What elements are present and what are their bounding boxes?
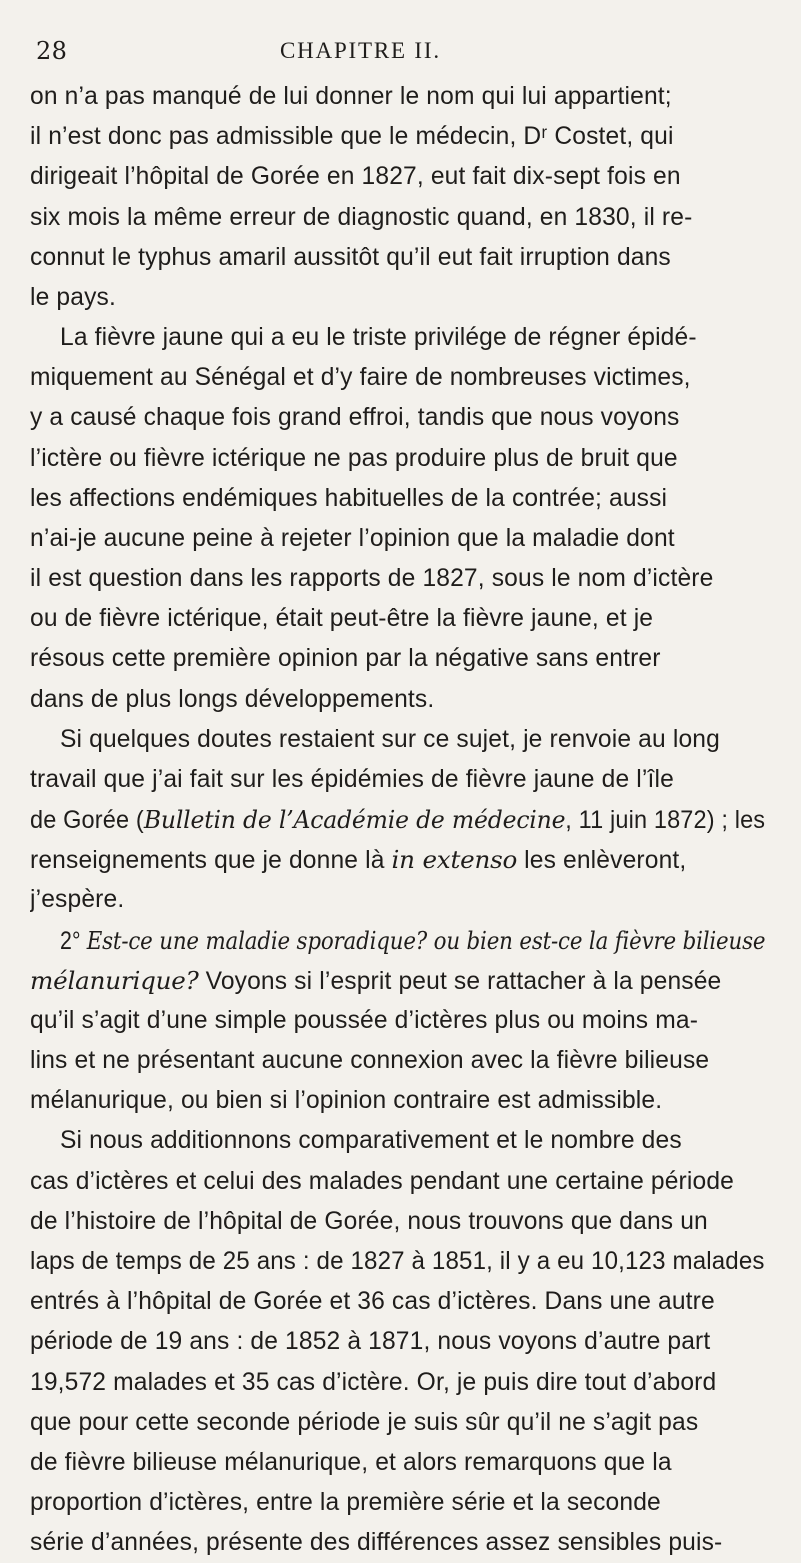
text-line-08: miquement au Sénégal et d’y faire de nombreuses victimes, bbox=[30, 364, 691, 392]
text-line-31: entrés à l’hôpital de Gorée et 36 cas d’ictères. Dans une autre bbox=[30, 1288, 715, 1316]
text-line-12: n’ai-je aucune peine à rejeter l’opinion que la maladie dont bbox=[30, 524, 675, 552]
text-line-22: 2° Est-ce une maladie sporadique? ou bien est-ce la fièvre bilieuse bbox=[60, 925, 765, 955]
text-line-15: résous cette première opinion par la négative sans entrer bbox=[30, 645, 661, 673]
text-line-14: ou de fièvre ictérique, était peut-être la fièvre jaune, et je bbox=[30, 605, 654, 633]
text-line-11: les affections endémiques habituelles de la contrée; aussi bbox=[30, 484, 668, 512]
text-line-05: connut le typhus amaril aussitôt qu’il eut fait irruption dans bbox=[30, 243, 671, 271]
text-line-23: mélanurique? Voyons si l’esprit peut se rattacher à la pensée bbox=[30, 965, 722, 995]
text-line-04: six mois la même erreur de diagnostic quand, en 1830, il re- bbox=[30, 203, 693, 231]
text-line-34: que pour cette seconde période je suis sûr qu’il ne s’agit pas bbox=[30, 1408, 699, 1436]
text-line-01: on n’a pas manqué de lui donner le nom qui lui appartient; bbox=[30, 83, 672, 110]
text-line-35: de fièvre bilieuse mélanurique, et alors remarquons que la bbox=[30, 1448, 672, 1476]
text-line-03: dirigeait l’hôpital de Gorée en 1827, eut fait dix-sept fois en bbox=[30, 163, 681, 191]
italic-phrase: mélanurique? bbox=[30, 965, 199, 995]
text-line-24: qu’il s’agit d’une simple poussée d’ictères plus ou moins ma- bbox=[30, 1006, 699, 1034]
text-line-21: j’espère. bbox=[30, 886, 125, 914]
text-line-10: l’ictère ou fièvre ictérique ne pas produire plus de bruit que bbox=[30, 444, 678, 472]
text-line-30: laps de temps de 25 ans : de 1827 à 1851, il y a eu 10,123 malades bbox=[30, 1247, 765, 1275]
italic-phrase: Bulletin de l’Académie de médecine bbox=[143, 805, 566, 835]
text-line-06: le pays. bbox=[30, 283, 116, 311]
text-line-16: dans de plus longs développements. bbox=[30, 685, 435, 713]
text-line-02: il n’est donc pas admissible que le médecin, Dʳ Costet, qui bbox=[30, 123, 674, 151]
body-text bbox=[30, 77, 765, 1563]
text-line-28: cas d’ictères et celui des malades pendant une certaine période bbox=[30, 1167, 734, 1195]
text-line-36: proportion d’ictères, entre la première série et la seconde bbox=[30, 1489, 661, 1517]
text-line-19: de Gorée (Bulletin de l’Académie de médecine, 11 juin 1872) ; les bbox=[30, 805, 765, 835]
text-line-13: il est question dans les rapports de 1827, sous le nom d’ictère bbox=[30, 565, 714, 593]
text-line-17: Si quelques doutes restaient sur ce sujet, je renvoie au long bbox=[60, 725, 720, 753]
text-line-26: mélanurique, ou bien si l’opinion contraire est admissible. bbox=[30, 1087, 663, 1115]
text-line-07: La fièvre jaune qui a eu le triste privilége de régner épidé- bbox=[60, 324, 697, 352]
text-line-32: période de 19 ans : de 1852 à 1871, nous voyons d’autre part bbox=[30, 1328, 711, 1356]
text-line-29: de l’histoire de l’hôpital de Gorée, nous trouvons que dans un bbox=[30, 1207, 708, 1235]
text-line-37: série d’années, présente des différences assez sensibles puis- bbox=[30, 1529, 723, 1557]
text-line-27: Si nous additionnons comparativement et le nombre des bbox=[60, 1127, 682, 1155]
running-head bbox=[18, 36, 760, 66]
text-line-20: renseignements que je donne là in extenso les enlèveront, bbox=[30, 845, 687, 875]
text-line-09: y a causé chaque fois grand effroi, tandis que nous voyons bbox=[30, 404, 680, 432]
italic-phrase: in extenso bbox=[391, 845, 518, 875]
italic-phrase: Est-ce une maladie sporadique? ou bien est-ce la fièvre bilieuse bbox=[86, 925, 765, 955]
page-number: 28 bbox=[36, 37, 68, 65]
chapter-title: CHAPITRE II. bbox=[280, 38, 441, 63]
text-line-18: travail que j’ai fait sur les épidémies de fièvre jaune de l’île bbox=[30, 765, 674, 793]
text-line-33: 19,572 malades et 35 cas d’ictère. Or, je puis dire tout d’abord bbox=[30, 1368, 717, 1396]
text-line-25: lins et ne présentant aucune connexion avec la fièvre bilieuse bbox=[30, 1047, 710, 1075]
